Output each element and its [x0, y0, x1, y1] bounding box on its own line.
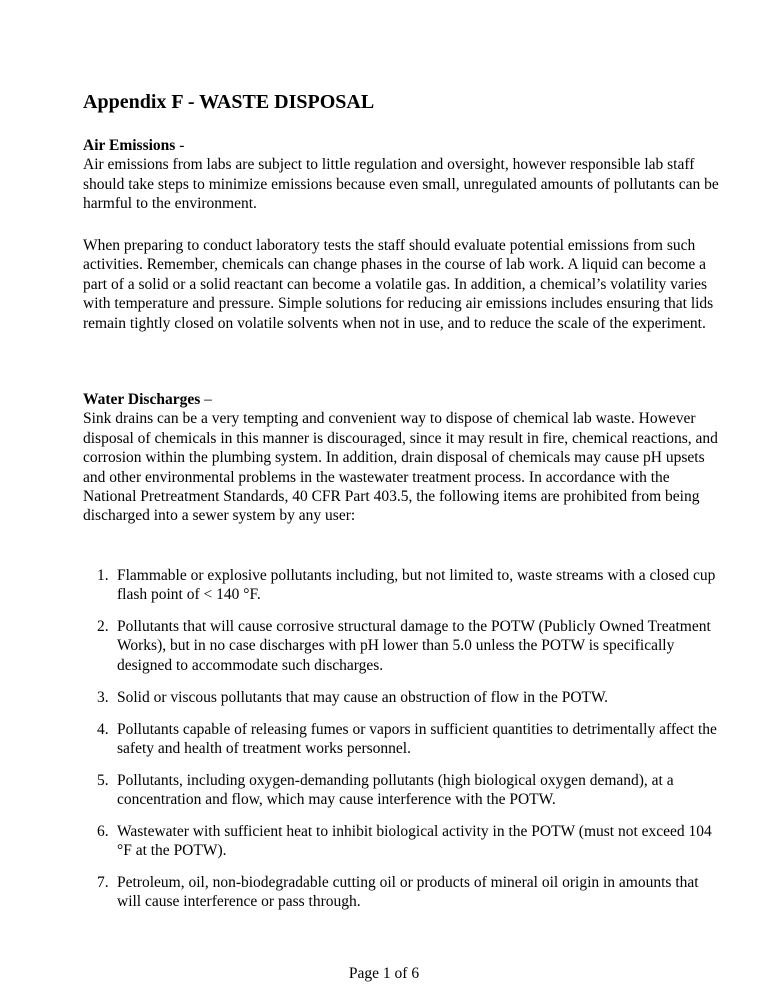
- list-item-number: 2.: [97, 618, 109, 635]
- list-item-text: Solid or viscous pollutants that may cause an obstruction of flow in the POTW.: [117, 689, 609, 706]
- list-item-number: 6.: [97, 823, 109, 840]
- water-discharges-heading-text: Water Discharges: [83, 391, 201, 408]
- list-item: [97, 720, 717, 759]
- air-emissions-heading-text: Air Emissions: [83, 137, 176, 154]
- list-item: [97, 873, 717, 912]
- list-item-text: Pollutants that will cause corrosive structural damage to the POTW (Publicly Owned Treatment Works), but in no case discharges with pH lower than 5.0 unless the POTW is specifically designed to accommodate such discharges.: [117, 618, 711, 674]
- list-item: [97, 566, 717, 605]
- list-item-number: 3.: [97, 689, 109, 706]
- list-item-text: Wastewater with sufficient heat to inhibit biological activity in the POTW (must not exceed 104 °F at the POTW).: [117, 823, 712, 860]
- list-item-number: 4.: [97, 721, 109, 738]
- list-item: [97, 771, 717, 810]
- air-emissions-heading: [83, 136, 723, 155]
- page-title: Appendix F - WASTE DISPOSAL: [83, 91, 375, 113]
- list-item-text: Pollutants capable of releasing fumes or vapors in sufficient quantities to detrimentally affect the safety and health of treatment works personnel.: [117, 721, 717, 758]
- air-emissions-paragraph-2: When preparing to conduct laboratory tests the staff should evaluate potential emissions from such activities. Remember, chemicals can change phases in the course of lab work. A liquid can become a part of a solid or a solid reactant can become a volatile gas. In addition, a chemical’s volatility varies with temperature and pressure. Simple solutions for reducing air emissions includes ensuring that lids remain tightly closed on volatile solvents when not in use, and to reduce the scale of the experiment.: [83, 237, 714, 332]
- list-item-text: Pollutants, including oxygen-demanding pollutants (high biological oxygen demand), at a concentration and flow, which may cause interference with the POTW.: [117, 772, 674, 809]
- list-item-text: Flammable or explosive pollutants including, but not limited to, waste streams with a closed cup flash point of < 140 °F.: [117, 567, 716, 604]
- air-emissions-paragraph-1: Air emissions from labs are subject to little regulation and oversight, however responsible lab staff should take steps to minimize emissions because even small, unregulated amounts of pollutants can be harmful to the environment.: [83, 156, 719, 213]
- list-item: [97, 822, 717, 861]
- page-footer: Page 1 of 6: [348, 965, 420, 982]
- list-item-number: 1.: [97, 567, 109, 584]
- list-item-number: 5.: [97, 772, 109, 789]
- list-item: [97, 688, 717, 707]
- list-item-text: Petroleum, oil, non-biodegradable cutting oil or products of mineral oil origin in amounts that will cause interference or pass through.: [117, 874, 699, 911]
- list-item: [97, 617, 717, 675]
- water-discharges-paragraph-1: Sink drains can be a very tempting and convenient way to dispose of chemical lab waste. However disposal of chemicals in this manner is discouraged, since it may result in fire, chemical reactions, and corrosion within the plumbing system. In addition, drain disposal of chemicals may cause pH upsets and other environmental problems in the wastewater treatment process. In accordance with the National Pretreatment Standards, 40 CFR Part 403.5, the following items are prohibited from being discharged into a sewer system by any user:: [83, 410, 718, 525]
- air-emissions-heading-suffix: -: [175, 137, 185, 154]
- list-item-number: 7.: [97, 874, 109, 891]
- water-discharges-heading: [83, 390, 723, 409]
- water-discharges-heading-suffix: –: [200, 391, 212, 408]
- air-emissions-section: [83, 136, 723, 214]
- water-discharges-section: [83, 390, 723, 526]
